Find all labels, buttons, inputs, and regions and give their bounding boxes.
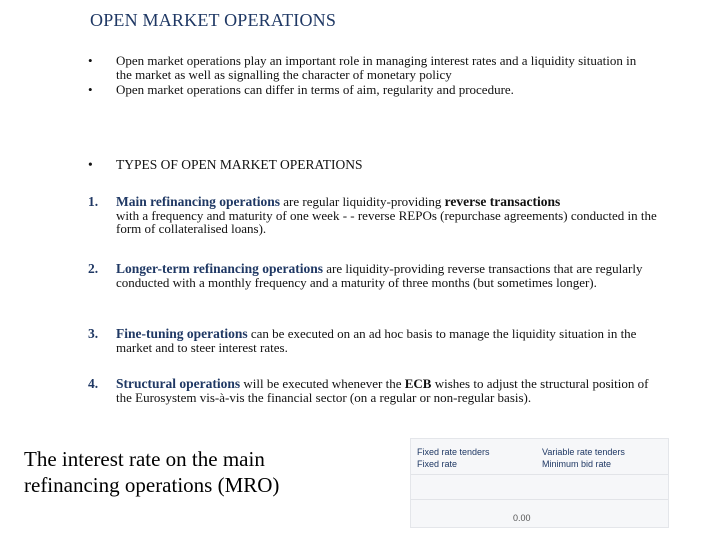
bullet-symbol: • [88, 53, 93, 68]
types-heading-row [88, 157, 363, 173]
operation-description [116, 377, 658, 404]
rates-table-value: 0.00 [513, 513, 531, 523]
operation-description [116, 327, 658, 354]
operation-number: 4. [88, 376, 99, 391]
rates-table-header-cell: Fixed rate tenders [417, 447, 490, 457]
page-title: OPEN MARKET OPERATIONS [90, 10, 337, 30]
operation-text: are liquidity-providing reverse transactions that are regularly conducted with a monthly frequency and a maturity of three months (but sometimes longer). [116, 261, 643, 290]
operation-number: 2. [88, 261, 99, 276]
operation-strong-text: reverse transactions [444, 194, 561, 209]
operation-item-main-refinancing [88, 195, 658, 236]
operation-item-structural [88, 377, 658, 404]
rates-table-header-row [411, 446, 668, 458]
operation-number: 1. [88, 194, 99, 209]
operation-term: Fine-tuning operations [116, 326, 248, 341]
rates-table-header-cell: Variable rate tenders [542, 447, 625, 457]
rates-table-subheader-row [411, 458, 668, 470]
operation-strong-text: ECB [404, 376, 432, 391]
bullet-text: Open market operations can differ in terms of aim, regularity and procedure. [116, 82, 514, 97]
operation-number: 3. [88, 326, 99, 341]
operation-item-longer-term [88, 262, 658, 289]
rates-table-subheader-cell: Minimum bid rate [542, 459, 612, 469]
operation-term: Structural operations [116, 376, 241, 391]
operation-description [116, 262, 658, 289]
operation-text: can be executed on an ad hoc basis to manage the liquidity situation in the market and to steer interest rates. [116, 326, 637, 355]
rates-table-divider [411, 499, 668, 500]
operation-term: Main refinancing operations [116, 194, 281, 209]
bullet-item [88, 83, 648, 97]
types-heading: TYPES OF OPEN MARKET OPERATIONS [116, 157, 363, 172]
rates-table [410, 438, 669, 528]
operation-text: are regular liquidity-providing [280, 194, 445, 209]
operation-term: Longer-term refinancing operations [116, 261, 323, 276]
operation-text: will be executed whenever the [240, 376, 405, 391]
rates-table-divider [411, 474, 668, 475]
operation-description [116, 195, 658, 236]
bullet-text: Open market operations play an important role in managing interest rates and a liquidity situation in the market as well as signalling the character of monetary policy [116, 53, 637, 82]
bullet-item [88, 54, 648, 81]
bullet-symbol: • [88, 157, 93, 172]
rates-table-subheader-cell: Fixed rate [417, 459, 458, 469]
operation-text-continued: with a frequency and maturity of one week - - reverse REPOs (repurchase agreements) conducted in the form of collateralised loans). [116, 207, 657, 236]
mro-caption: The interest rate on the main refinancing operations (MRO) [24, 447, 280, 497]
bullet-symbol: • [88, 82, 93, 97]
operation-text-continued: wishes to adjust the structural position of the Eurosystem vis-à-vis the financial sector (on a regular or non-regular basis). [116, 376, 649, 405]
operation-item-fine-tuning [88, 327, 658, 354]
intro-bullet-list [88, 54, 648, 97]
